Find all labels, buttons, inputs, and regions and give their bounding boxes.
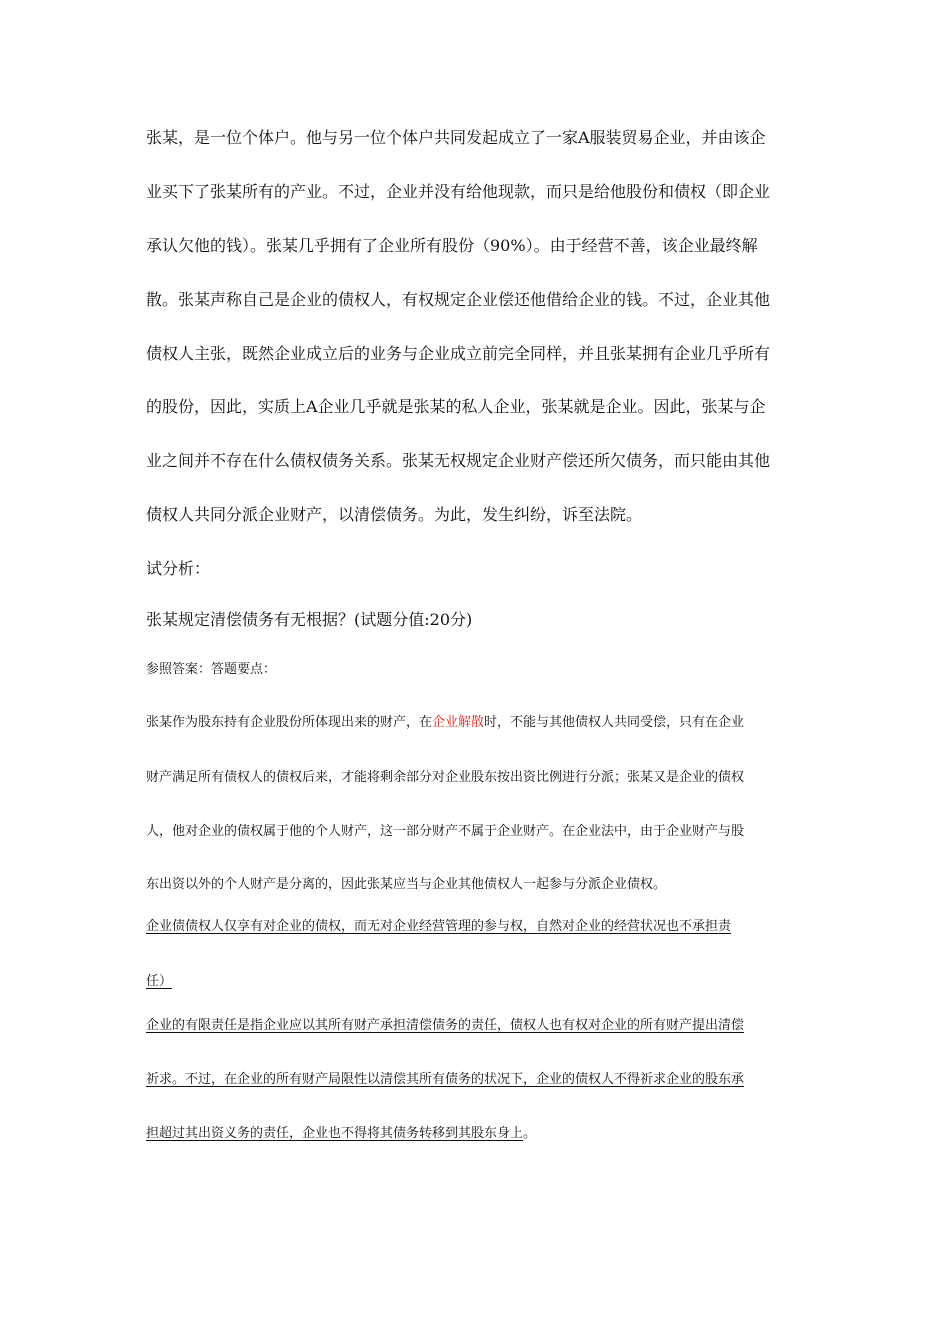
note-line: 企业的有限责任是指企业应以其所有财产承担清偿债务的责任，债权人也有权对企业的所有财产提出清偿 — [146, 1018, 745, 1033]
case-line: 承认欠他的钱）。张某几乎拥有了企业所有股份（90%）。由于经营不善，该企业最终解 — [146, 236, 758, 255]
case-line: 债权人共同分派企业财产，以清偿债务。为此，发生纠纷，诉至法院。 — [146, 505, 643, 524]
highlighted-term: 企业解散 — [432, 715, 485, 730]
answer-text: 时，不能与其他债权人共同受偿，只有在企业 — [484, 715, 745, 730]
answer-heading: 参照答案：答题要点： — [146, 662, 277, 677]
answer-line — [146, 716, 744, 729]
question-text: 张某规定清偿债务有无根据？(试题分值:20分) — [146, 610, 473, 629]
note-text-end: 。 — [523, 1126, 537, 1141]
note-line: 祈求。不过，在企业的所有财产局限性以清偿其所有债务的状况下，企业的债权人不得祈求企业的股东承 — [146, 1072, 745, 1087]
case-line: 的股份，因此，实质上A企业几乎就是张某的私人企业，张某就是企业。因此，张某与企 — [146, 397, 766, 416]
case-line: 业之间并不存在什么债权债务关系。张某无权规定企业财产偿还所欠债务，而只能由其他 — [146, 451, 771, 470]
case-line: 业买下了张某所有的产业。不过，企业并没有给他现款，而只是给他股份和债权（即企业 — [146, 182, 771, 201]
answer-text: 张某作为股东持有企业股份所体现出来的财产，在 — [146, 715, 433, 730]
case-line: 张某，是一位个体户。他与另一位个体户共同发起成立了一家A服装贸易企业，并由该企 — [146, 128, 766, 147]
note-text: 担超过其出资义务的责任，企业也不得将其债务转移到其股东身上 — [146, 1126, 524, 1141]
note-line: 任） — [146, 974, 173, 989]
answer-line: 人，他对企业的债权属于他的个人财产，这一部分财产不属于企业财产。在企业法中，由于企业财产与股 — [146, 824, 745, 839]
case-line: 散。张某声称自己是企业的债权人，有权规定企业偿还他借给企业的钱。不过，企业其他 — [146, 290, 771, 309]
note-line — [146, 1127, 536, 1140]
case-line: 债权人主张，既然企业成立后的业务与企业成立前完全同样，并且张某拥有企业几乎所有 — [146, 344, 771, 363]
analysis-prompt: 试分析： — [146, 559, 211, 578]
note-line: 企业债债权人仅享有对企业的债权，而无对企业经营管理的参与权，自然对企业的经营状况也不承担责 — [146, 919, 732, 934]
answer-line: 东出资以外的个人财产是分离的，因此张某应当与企业其他债权人一起参与分派企业债权。 — [146, 877, 667, 892]
answer-line: 财产满足所有债权人的债权后来，才能将剩余部分对企业股东按出资比例进行分派；张某又是企业的债权 — [146, 770, 745, 785]
